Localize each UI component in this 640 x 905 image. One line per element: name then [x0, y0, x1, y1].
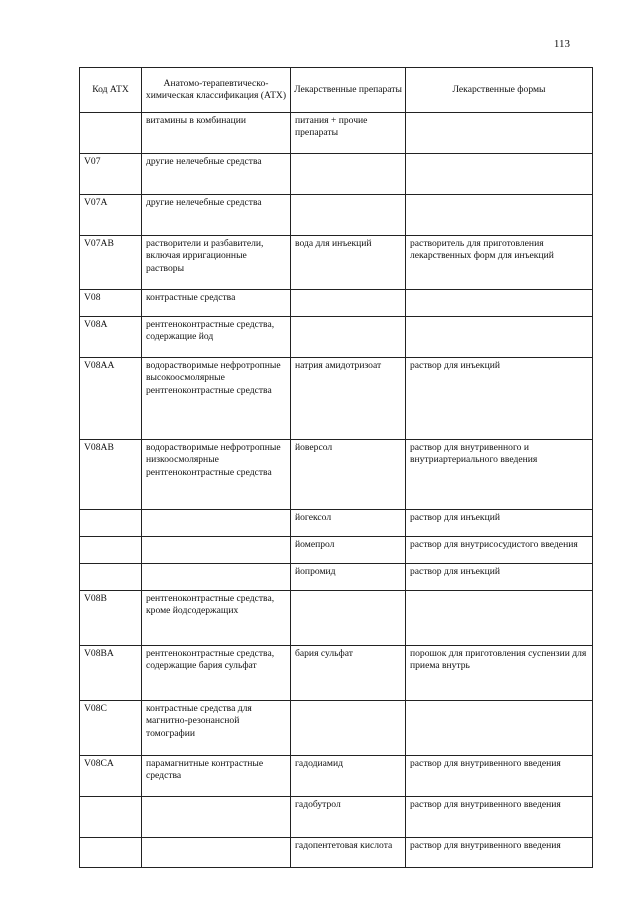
cell-form: раствор для внутривенного и внутриартериального введения — [406, 440, 593, 510]
table-row — [80, 195, 593, 236]
page-number: 113 — [553, 38, 570, 50]
cell-code: V07 — [80, 154, 142, 195]
cell-drug — [291, 290, 406, 317]
cell-drug: гадопентетовая кислота — [291, 838, 406, 868]
cell-form — [406, 195, 593, 236]
header-atc-code: Код АТХ — [80, 68, 142, 113]
cell-form — [406, 701, 593, 756]
cell-form — [406, 113, 593, 154]
cell-drug: йоверсол — [291, 440, 406, 510]
cell-code: V08CA — [80, 756, 142, 797]
cell-code: V08BA — [80, 646, 142, 701]
cell-code: V07A — [80, 195, 142, 236]
cell-form: раствор для инъекций — [406, 510, 593, 537]
cell-code: V08 — [80, 290, 142, 317]
cell-classification: водорастворимые нефротропные низкоосмолярные рентгеноконтрастные средства — [142, 440, 291, 510]
table-row — [80, 838, 593, 868]
cell-classification: контрастные средства — [142, 290, 291, 317]
cell-drug: питания + прочие препараты — [291, 113, 406, 154]
table-row — [80, 440, 593, 510]
cell-code — [80, 564, 142, 591]
cell-code — [80, 797, 142, 838]
cell-form: порошок для приготовления суспензии для приема внутрь — [406, 646, 593, 701]
cell-form: раствор для внутривенного введения — [406, 838, 593, 868]
cell-code: V08AA — [80, 358, 142, 440]
table-row — [80, 591, 593, 646]
cell-classification — [142, 537, 291, 564]
cell-code: V08B — [80, 591, 142, 646]
cell-code — [80, 537, 142, 564]
cell-classification: водорастворимые нефротропные высокоосмолярные рентгеноконтрастные средства — [142, 358, 291, 440]
cell-classification: контрастные средства для магнитно-резонансной томографии — [142, 701, 291, 756]
cell-drug: гадобутрол — [291, 797, 406, 838]
header-drugs: Лекарственные препараты — [291, 68, 406, 113]
cell-drug: йопромид — [291, 564, 406, 591]
table-row — [80, 537, 593, 564]
cell-classification: парамагнитные контрастные средства — [142, 756, 291, 797]
cell-classification — [142, 838, 291, 868]
cell-code: V08C — [80, 701, 142, 756]
cell-drug: натрия амидотризоат — [291, 358, 406, 440]
atc-table — [79, 67, 593, 868]
cell-drug — [291, 154, 406, 195]
cell-form: раствор для инъекций — [406, 358, 593, 440]
cell-classification: рентгеноконтрастные средства, содержащие йод — [142, 317, 291, 358]
cell-classification — [142, 510, 291, 537]
cell-code: V08AB — [80, 440, 142, 510]
cell-form — [406, 591, 593, 646]
cell-form — [406, 290, 593, 317]
cell-drug: йомепрол — [291, 537, 406, 564]
table-row — [80, 646, 593, 701]
cell-code — [80, 510, 142, 537]
cell-drug: гадодиамид — [291, 756, 406, 797]
cell-classification: рентгеноконтрастные средства, кроме йодсодержащих — [142, 591, 291, 646]
cell-form: раствор для внутривенного введения — [406, 797, 593, 838]
header-atc-classification: Анатомо-терапевтическо-химическая классификация (АТХ) — [142, 68, 291, 113]
cell-form: раствор для внутрисосудистого введения — [406, 537, 593, 564]
header-row — [80, 68, 593, 113]
table-row — [80, 154, 593, 195]
header-dosage-forms: Лекарственные формы — [406, 68, 593, 113]
table-row — [80, 113, 593, 154]
cell-classification — [142, 797, 291, 838]
cell-classification: витамины в комбинации — [142, 113, 291, 154]
cell-classification — [142, 564, 291, 591]
cell-form: растворитель для приготовления лекарственных форм для инъекций — [406, 236, 593, 290]
table-row — [80, 290, 593, 317]
cell-drug — [291, 195, 406, 236]
cell-drug — [291, 701, 406, 756]
table-row — [80, 358, 593, 440]
cell-form: раствор для инъекций — [406, 564, 593, 591]
cell-form — [406, 317, 593, 358]
cell-classification: рентгеноконтрастные средства, содержащие бария сульфат — [142, 646, 291, 701]
table-row — [80, 797, 593, 838]
table-row — [80, 701, 593, 756]
table-row — [80, 564, 593, 591]
cell-code — [80, 113, 142, 154]
cell-drug: бария сульфат — [291, 646, 406, 701]
table-body — [80, 113, 593, 868]
cell-form — [406, 154, 593, 195]
cell-classification: другие нелечебные средства — [142, 195, 291, 236]
cell-form: раствор для внутривенного введения — [406, 756, 593, 797]
cell-drug — [291, 317, 406, 358]
cell-drug: йогексол — [291, 510, 406, 537]
cell-code: V07AB — [80, 236, 142, 290]
cell-classification: другие нелечебные средства — [142, 154, 291, 195]
table-row — [80, 236, 593, 290]
table-row — [80, 756, 593, 797]
cell-drug — [291, 591, 406, 646]
table-row — [80, 317, 593, 358]
table-header — [80, 68, 593, 113]
cell-classification: растворители и разбавители, включая ирригационные растворы — [142, 236, 291, 290]
cell-drug: вода для инъекций — [291, 236, 406, 290]
table-row — [80, 510, 593, 537]
cell-code — [80, 838, 142, 868]
cell-code: V08A — [80, 317, 142, 358]
